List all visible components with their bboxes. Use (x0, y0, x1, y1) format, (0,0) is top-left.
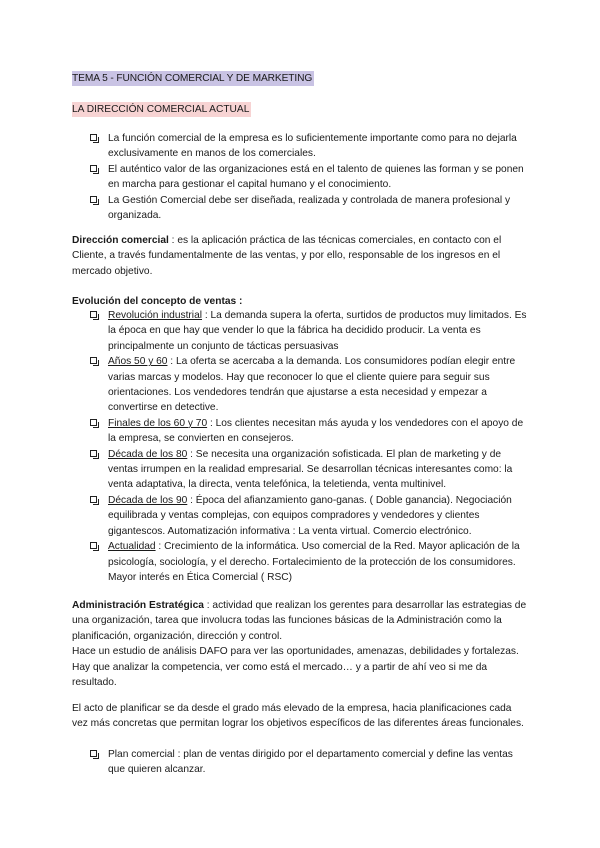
list-item: Década de los 90 : Época del afianzamiento gano-ganas. ( Doble ganancia). Negociación equilibrada y ventas complejas, con equipos compradores y vendedores y clientes gigantescos. Automatización informativa : La venta virtual. Comercio electrónico. (90, 493, 530, 539)
list-item: Actualidad : Crecimiento de la informática. Uso comercial de la Red. Mayor aplicación de la psicología, sociología, y el derecho. Fortalecimiento de la protección de los consumidores. Mayor interés en Ética Comercial ( RSC) (90, 539, 530, 585)
list-item: Plan comercial : plan de ventas dirigido por el departamento comercial y define las ventas que quieren alcanzar. (90, 747, 530, 778)
plan-list (90, 747, 530, 778)
checkbox-bullet-icon (90, 496, 97, 503)
direccion-text: : es la aplicación práctica de las técnicas comerciales, en contacto con el Cliente, a través fundamentalmente de las ventas, y por ello, responsable de los ingresos en el mercado objetivo. (72, 235, 502, 277)
list-item: Revolución industrial : La demanda supera la oferta, surtidos de productos muy limitados. Es la época en que hay que vender lo que la fábrica ha decidido producir. La venta es principalmente un conjunto de tácticas persuasivas (90, 308, 530, 354)
planificar-paragraph: El acto de planificar se da desde el grado más elevado de la empresa, hacia planificaciones cada vez más concretas que permitan lograr los objetivos específicos de las diferentes áreas funcionales. (72, 703, 524, 730)
checkbox-bullet-icon (90, 450, 97, 457)
administracion-term: Administración Estratégica (72, 600, 204, 611)
administracion-text: : actividad que realizan los gerentes para desarrollar las estrategias de una organización, tarea que involucra todas las funciones básicas de la Administración como la planificación, organización, dirección y control. (72, 600, 527, 642)
intro-bullet-list (90, 131, 530, 223)
evolucion-list (90, 308, 530, 585)
checkbox-bullet-icon (90, 165, 97, 172)
section-title: LA DIRECCIÓN COMERCIAL ACTUAL (72, 104, 250, 115)
direccion-term: Dirección comercial (72, 235, 169, 246)
administracion-paragraph (72, 598, 528, 690)
checkbox-bullet-icon (90, 419, 97, 426)
checkbox-bullet-icon (90, 542, 97, 549)
checkbox-bullet-icon (90, 750, 97, 757)
list-item: Finales de los 60 y 70 : Los clientes necesitan más ayuda y los vendedores con el apoyo de la empresa, se convierten en consejeros. (90, 416, 530, 447)
list-item: Años 50 y 60 : La oferta se acercaba a la demanda. Los consumidores podían elegir entre varias marcas y modelos. Hay que reconocer lo que el cliente quiere para seguir sus orientaciones. Los vendedores tendrán que ajustarse a esta necesidad y empezar a convertirse en detective. (90, 354, 530, 416)
list-item: La Gestión Comercial debe ser diseñada, realizada y controlada de manera profesional y organizada. (90, 193, 530, 224)
evolucion-heading: Evolución del concepto de ventas : (72, 296, 243, 307)
list-item: La función comercial de la empresa es lo suficientemente importante como para no dejarla exclusivamente en manos de los comerciales. (90, 131, 530, 162)
dafo-text: Hace un estudio de análisis DAFO para ver las oportunidades, amenazas, debilidades y fortalezas. Hay que analizar la competencia, ver como está el mercado… y a partir de ahí veo si me da resultado. (72, 646, 519, 689)
checkbox-bullet-icon (90, 134, 97, 141)
direccion-paragraph (72, 233, 528, 279)
document-title: TEMA 5 - FUNCIÓN COMERCIAL Y DE MARKETING (72, 73, 313, 84)
list-item: Década de los 80 : Se necesita una organización sofisticada. El plan de marketing y de ventas irrumpen en la realidad empresarial. Se desarrollan técnicas interesantes como: la venta adaptativa, la directa, venta telefónica, la teletienda, venta multinivel. (90, 447, 530, 493)
checkbox-bullet-icon (90, 357, 97, 364)
checkbox-bullet-icon (90, 311, 97, 318)
list-item: El auténtico valor de las organizaciones está en el talento de quienes las forman y se ponen en marcha para gestionar el capital humano y el conocimiento. (90, 162, 530, 193)
checkbox-bullet-icon (90, 196, 97, 203)
